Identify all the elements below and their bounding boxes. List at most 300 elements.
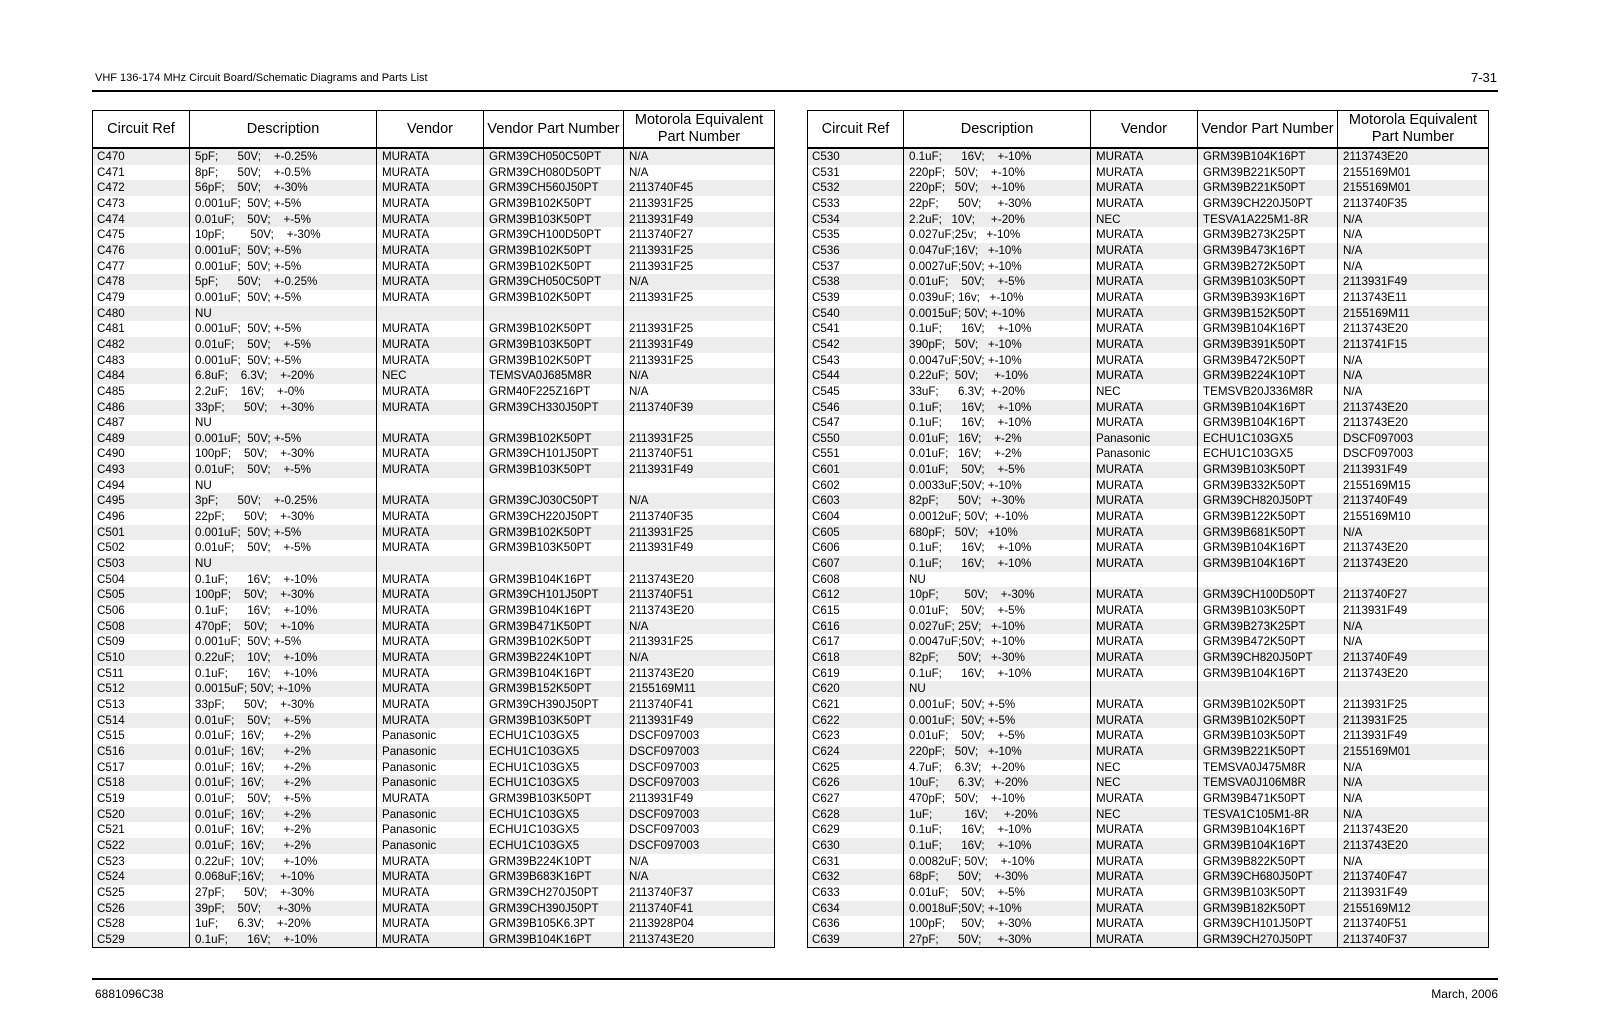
cell-vendor-part-number: GRM39CH101J50PT — [484, 446, 624, 462]
cell-description: 33pF; 50V; +-30% — [190, 400, 377, 416]
cell-vendor-part-number: GRM39B471K50PT — [484, 619, 624, 635]
cell-vendor-part-number: GRM39B332K50PT — [1198, 478, 1338, 494]
cell-motorola-part-number — [624, 415, 775, 431]
cell-motorola-part-number: 2113931F49 — [1338, 274, 1489, 290]
cell-vendor: MURATA — [377, 854, 484, 870]
cell-description: 0.01uF; 16V; +-2% — [190, 728, 377, 744]
table-row — [93, 775, 775, 791]
cell-vendor-part-number: GRM39B822K50PT — [1198, 854, 1338, 870]
cell-vendor: MURATA — [377, 885, 484, 901]
cell-motorola-part-number — [624, 478, 775, 494]
cell-description: 0.1uF; 16V; +-10% — [904, 415, 1091, 431]
table-row — [93, 603, 775, 619]
cell-motorola-part-number: 2113743E20 — [1338, 838, 1489, 854]
cell-vendor-part-number: GRM39B102K50PT — [484, 290, 624, 306]
cell-description: 0.1uF; 16V; +-10% — [904, 400, 1091, 416]
cell-motorola-part-number: 2113931F25 — [624, 431, 775, 447]
cell-vendor: MURATA — [1091, 259, 1198, 275]
cell-description: 0.1uF; 16V; +-10% — [904, 556, 1091, 572]
cell-circuit-ref: C616 — [808, 619, 904, 635]
cell-circuit-ref: C543 — [808, 353, 904, 369]
cell-circuit-ref: C629 — [808, 822, 904, 838]
table-header-row — [808, 111, 1489, 149]
table-row — [808, 901, 1489, 917]
cell-vendor: MURATA — [377, 901, 484, 917]
cell-motorola-part-number: 2113743E20 — [624, 572, 775, 588]
cell-circuit-ref: C620 — [808, 681, 904, 697]
cell-vendor: MURATA — [1091, 353, 1198, 369]
cell-vendor-part-number: GRM39B104K16PT — [1198, 822, 1338, 838]
cell-motorola-part-number: 2113740F45 — [624, 180, 775, 196]
table-row — [808, 666, 1489, 682]
cell-description: 27pF; 50V; +-30% — [904, 932, 1091, 948]
cell-circuit-ref: C608 — [808, 572, 904, 588]
table-row — [93, 540, 775, 556]
table-row — [808, 525, 1489, 541]
cell-circuit-ref: C633 — [808, 885, 904, 901]
cell-vendor: MURATA — [377, 400, 484, 416]
cell-circuit-ref: C537 — [808, 259, 904, 275]
cell-motorola-part-number: N/A — [1338, 634, 1489, 650]
cell-description: 22pF; 50V; +-30% — [190, 509, 377, 525]
cell-description: 0.001uF; 50V; +-5% — [190, 196, 377, 212]
cell-motorola-part-number: DSCF097003 — [624, 744, 775, 760]
cell-circuit-ref: C518 — [93, 775, 190, 791]
table-row — [93, 916, 775, 932]
cell-circuit-ref: C622 — [808, 713, 904, 729]
cell-description: 10pF; 50V; +-30% — [904, 587, 1091, 603]
cell-circuit-ref: C624 — [808, 744, 904, 760]
cell-description: 0.01uF; 16V; +-2% — [190, 760, 377, 776]
cell-circuit-ref: C493 — [93, 462, 190, 478]
table-row — [93, 697, 775, 713]
cell-motorola-part-number: 2155169M10 — [1338, 509, 1489, 525]
cell-vendor-part-number: GRM39B273K25PT — [1198, 619, 1338, 635]
cell-circuit-ref: C517 — [93, 760, 190, 776]
cell-description: 0.1uF; 16V; +-10% — [904, 321, 1091, 337]
cell-motorola-part-number: 2113740F35 — [1338, 196, 1489, 212]
cell-vendor-part-number: TESVA1A225M1-8R — [1198, 212, 1338, 228]
table-row — [808, 478, 1489, 494]
table-row — [93, 525, 775, 541]
cell-circuit-ref: C534 — [808, 212, 904, 228]
page-header-title: VHF 136-174 MHz Circuit Board/Schematic Diagrams and Parts List — [95, 72, 428, 84]
table-row — [808, 212, 1489, 228]
cell-vendor: Panasonic — [377, 838, 484, 854]
cell-motorola-part-number: 2155169M01 — [1338, 744, 1489, 760]
column-header-vendor-part-number: Vendor Part Number — [484, 111, 624, 149]
cell-circuit-ref: C474 — [93, 212, 190, 228]
cell-description: 0.0015uF; 50V; +-10% — [190, 681, 377, 697]
cell-vendor: Panasonic — [1091, 446, 1198, 462]
cell-circuit-ref: C632 — [808, 869, 904, 885]
cell-vendor-part-number: GRM39B152K50PT — [484, 681, 624, 697]
cell-circuit-ref: C601 — [808, 462, 904, 478]
cell-vendor: MURATA — [1091, 822, 1198, 838]
cell-circuit-ref: C538 — [808, 274, 904, 290]
cell-vendor-part-number: GRM39B104K16PT — [484, 572, 624, 588]
table-row — [808, 400, 1489, 416]
cell-motorola-part-number: 2113743E20 — [624, 932, 775, 948]
cell-motorola-part-number: 2113741F15 — [1338, 337, 1489, 353]
cell-circuit-ref: C522 — [93, 838, 190, 854]
cell-vendor: Panasonic — [377, 775, 484, 791]
cell-vendor-part-number: GRM39B102K50PT — [484, 431, 624, 447]
cell-description: 0.01uF; 16V; +-2% — [190, 838, 377, 854]
cell-vendor-part-number: GRM39B471K50PT — [1198, 791, 1338, 807]
cell-circuit-ref: C618 — [808, 650, 904, 666]
cell-vendor: MURATA — [377, 290, 484, 306]
cell-motorola-part-number: 2113743E20 — [1338, 822, 1489, 838]
cell-motorola-part-number: 2113931F49 — [1338, 728, 1489, 744]
cell-circuit-ref: C476 — [93, 243, 190, 259]
cell-vendor — [377, 415, 484, 431]
cell-circuit-ref: C551 — [808, 446, 904, 462]
cell-vendor-part-number: GRM39B104K16PT — [1198, 556, 1338, 572]
cell-vendor-part-number: GRM39CH270J50PT — [1198, 932, 1338, 948]
cell-vendor-part-number: GRM39CH101J50PT — [1198, 916, 1338, 932]
cell-vendor: MURATA — [1091, 540, 1198, 556]
table-row — [93, 353, 775, 369]
table-row — [808, 744, 1489, 760]
cell-motorola-part-number: 2113931F49 — [1338, 603, 1489, 619]
table-row — [808, 603, 1489, 619]
cell-vendor-part-number: TEMSVA0J475M8R — [1198, 760, 1338, 776]
cell-vendor-part-number: GRM39B103K50PT — [1198, 274, 1338, 290]
cell-motorola-part-number: N/A — [1338, 384, 1489, 400]
cell-vendor-part-number: GRM39CH100D50PT — [484, 227, 624, 243]
cell-circuit-ref: C504 — [93, 572, 190, 588]
cell-motorola-part-number: 2113931F49 — [624, 713, 775, 729]
cell-vendor: MURATA — [1091, 556, 1198, 572]
cell-description: 0.1uF; 16V; +-10% — [190, 666, 377, 682]
cell-motorola-part-number: N/A — [1338, 791, 1489, 807]
cell-description: 0.22uF; 50V; +-10% — [904, 368, 1091, 384]
cell-vendor: MURATA — [377, 493, 484, 509]
cell-vendor-part-number: GRM39B391K50PT — [1198, 337, 1338, 353]
cell-description: 0.01uF; 50V; +-5% — [190, 540, 377, 556]
cell-motorola-part-number: 2155169M15 — [1338, 478, 1489, 494]
cell-vendor-part-number: ECHU1C103GX5 — [484, 822, 624, 838]
cell-circuit-ref: C628 — [808, 807, 904, 823]
cell-circuit-ref: C529 — [93, 932, 190, 948]
cell-motorola-part-number: 2113931F49 — [624, 337, 775, 353]
cell-motorola-part-number: 2113740F51 — [624, 446, 775, 462]
table-row — [808, 775, 1489, 791]
table-row — [93, 431, 775, 447]
cell-description: 68pF; 50V; +-30% — [904, 869, 1091, 885]
cell-vendor: MURATA — [1091, 916, 1198, 932]
cell-vendor: MURATA — [1091, 415, 1198, 431]
cell-vendor-part-number: ECHU1C103GX5 — [1198, 431, 1338, 447]
cell-motorola-part-number: N/A — [624, 165, 775, 181]
table-row — [808, 540, 1489, 556]
cell-description: 0.0047uF;50V; +-10% — [904, 634, 1091, 650]
cell-motorola-part-number: N/A — [1338, 227, 1489, 243]
table-row — [93, 869, 775, 885]
table-row — [808, 384, 1489, 400]
cell-vendor-part-number: GRM39CH820J50PT — [1198, 493, 1338, 509]
cell-vendor: MURATA — [1091, 728, 1198, 744]
cell-circuit-ref: C604 — [808, 509, 904, 525]
cell-vendor: MURATA — [1091, 509, 1198, 525]
table-row — [808, 196, 1489, 212]
table-row — [93, 807, 775, 823]
table-header-row — [93, 111, 775, 149]
cell-motorola-part-number: N/A — [1338, 619, 1489, 635]
cell-circuit-ref: C634 — [808, 901, 904, 917]
cell-description: 0.039uF; 16v; +-10% — [904, 290, 1091, 306]
cell-vendor: MURATA — [1091, 650, 1198, 666]
cell-circuit-ref: C511 — [93, 666, 190, 682]
cell-description: 0.027uF;25v; +-10% — [904, 227, 1091, 243]
cell-motorola-part-number: N/A — [624, 869, 775, 885]
cell-circuit-ref: C532 — [808, 180, 904, 196]
table-row — [808, 728, 1489, 744]
cell-vendor-part-number: GRM39B393K16PT — [1198, 290, 1338, 306]
table-row — [808, 165, 1489, 181]
cell-circuit-ref: C627 — [808, 791, 904, 807]
cell-vendor: NEC — [377, 368, 484, 384]
cell-vendor: MURATA — [377, 462, 484, 478]
cell-vendor: MURATA — [377, 321, 484, 337]
table-row — [808, 446, 1489, 462]
page-number: 7-31 — [1470, 70, 1497, 85]
cell-motorola-part-number: N/A — [624, 384, 775, 400]
cell-vendor: MURATA — [1091, 337, 1198, 353]
cell-circuit-ref: C481 — [93, 321, 190, 337]
cell-description: 0.001uF; 50V; +-5% — [190, 243, 377, 259]
cell-description: 56pF; 50V; +-30% — [190, 180, 377, 196]
cell-vendor: MURATA — [1091, 180, 1198, 196]
cell-vendor: MURATA — [1091, 462, 1198, 478]
cell-description: 0.001uF; 50V; +-5% — [190, 431, 377, 447]
cell-description: 10pF; 50V; +-30% — [190, 227, 377, 243]
cell-motorola-part-number: 2155169M11 — [1338, 306, 1489, 322]
cell-description: 0.01uF; 50V; +-5% — [904, 274, 1091, 290]
cell-description: NU — [190, 478, 377, 494]
cell-circuit-ref: C482 — [93, 337, 190, 353]
cell-motorola-part-number: 2113931F25 — [624, 290, 775, 306]
cell-circuit-ref: C519 — [93, 791, 190, 807]
cell-motorola-part-number: 2113931F25 — [624, 321, 775, 337]
cell-circuit-ref: C603 — [808, 493, 904, 509]
cell-description: 5pF; 50V; +-0.25% — [190, 274, 377, 290]
cell-circuit-ref: C623 — [808, 728, 904, 744]
cell-circuit-ref: C475 — [93, 227, 190, 243]
cell-vendor: MURATA — [1091, 619, 1198, 635]
cell-vendor-part-number: GRM39B473K16PT — [1198, 243, 1338, 259]
cell-description: 0.027uF; 25V; +-10% — [904, 619, 1091, 635]
cell-motorola-part-number: N/A — [1338, 854, 1489, 870]
cell-vendor-part-number: GRM39CH220J50PT — [1198, 196, 1338, 212]
cell-vendor: MURATA — [377, 916, 484, 932]
cell-circuit-ref: C544 — [808, 368, 904, 384]
table-row — [93, 619, 775, 635]
cell-vendor-part-number: GRM39CH050C50PT — [484, 274, 624, 290]
cell-vendor: MURATA — [1091, 243, 1198, 259]
cell-vendor: NEC — [1091, 807, 1198, 823]
cell-circuit-ref: C496 — [93, 509, 190, 525]
cell-circuit-ref: C470 — [93, 148, 190, 165]
table-row — [93, 462, 775, 478]
cell-vendor: Panasonic — [377, 807, 484, 823]
cell-vendor-part-number: GRM39B224K10PT — [484, 650, 624, 666]
cell-motorola-part-number: DSCF097003 — [624, 838, 775, 854]
parts-table-right — [807, 110, 1489, 948]
cell-circuit-ref: C486 — [93, 400, 190, 416]
cell-circuit-ref: C505 — [93, 587, 190, 603]
parts-table-left — [92, 110, 775, 948]
column-header-description: Description — [904, 111, 1091, 149]
cell-description: 0.01uF; 16V; +-2% — [904, 431, 1091, 447]
cell-vendor: Panasonic — [377, 760, 484, 776]
cell-description: 3pF; 50V; +-0.25% — [190, 493, 377, 509]
cell-vendor: MURATA — [1091, 274, 1198, 290]
cell-circuit-ref: C520 — [93, 807, 190, 823]
cell-vendor-part-number: TEMSVB20J336M8R — [1198, 384, 1338, 400]
cell-motorola-part-number: 2113743E20 — [624, 666, 775, 682]
cell-description: 100pF; 50V; +-30% — [904, 916, 1091, 932]
cell-motorola-part-number: N/A — [624, 854, 775, 870]
cell-vendor-part-number: GRM39CH330J50PT — [484, 400, 624, 416]
column-header-motorola-part-number: Motorola Equivalent Part Number — [1338, 111, 1489, 149]
cell-description: 1uF; 16V; +-20% — [904, 807, 1091, 823]
cell-vendor-part-number: GRM39B102K50PT — [484, 259, 624, 275]
cell-circuit-ref: C513 — [93, 697, 190, 713]
cell-description: 0.001uF; 50V; +-5% — [190, 259, 377, 275]
cell-description: 1uF; 6.3V; +-20% — [190, 916, 377, 932]
cell-circuit-ref: C524 — [93, 869, 190, 885]
table-row — [93, 509, 775, 525]
cell-vendor-part-number — [484, 415, 624, 431]
cell-circuit-ref: C630 — [808, 838, 904, 854]
cell-circuit-ref: C487 — [93, 415, 190, 431]
cell-motorola-part-number: 2113931F49 — [624, 462, 775, 478]
cell-vendor-part-number: GRM39CH270J50PT — [484, 885, 624, 901]
cell-motorola-part-number: 2113740F37 — [624, 885, 775, 901]
cell-description: 0.001uF; 50V; +-5% — [190, 634, 377, 650]
cell-vendor-part-number: GRM39B104K16PT — [484, 932, 624, 948]
cell-circuit-ref: C550 — [808, 431, 904, 447]
table-row — [93, 337, 775, 353]
cell-vendor: MURATA — [1091, 744, 1198, 760]
table-row — [93, 306, 775, 322]
cell-description: 2.2uF; 16V; +-0% — [190, 384, 377, 400]
table-row — [93, 838, 775, 854]
cell-circuit-ref: C631 — [808, 854, 904, 870]
cell-circuit-ref: C494 — [93, 478, 190, 494]
table-row — [808, 431, 1489, 447]
cell-vendor-part-number: GRM39B104K16PT — [484, 666, 624, 682]
table-row — [808, 681, 1489, 697]
cell-vendor-part-number: GRM39B103K50PT — [1198, 462, 1338, 478]
cell-vendor-part-number: GRM39CH080D50PT — [484, 165, 624, 181]
cell-motorola-part-number: N/A — [1338, 760, 1489, 776]
cell-vendor-part-number: GRM39B102K50PT — [1198, 713, 1338, 729]
cell-vendor: MURATA — [1091, 603, 1198, 619]
table-row — [808, 274, 1489, 290]
cell-motorola-part-number: 2113740F49 — [1338, 493, 1489, 509]
column-header-vendor: Vendor — [377, 111, 484, 149]
cell-motorola-part-number: 2113740F27 — [624, 227, 775, 243]
cell-vendor-part-number: TESVA1C105M1-8R — [1198, 807, 1338, 823]
table-row — [93, 321, 775, 337]
table-row — [808, 885, 1489, 901]
cell-circuit-ref: C473 — [93, 196, 190, 212]
cell-motorola-part-number: 2113931F25 — [624, 243, 775, 259]
cell-vendor: Panasonic — [1091, 431, 1198, 447]
cell-motorola-part-number: 2113931F25 — [624, 525, 775, 541]
cell-motorola-part-number: N/A — [624, 493, 775, 509]
cell-circuit-ref: C510 — [93, 650, 190, 666]
cell-motorola-part-number: 2113931F25 — [1338, 697, 1489, 713]
cell-vendor-part-number: ECHU1C103GX5 — [1198, 446, 1338, 462]
cell-vendor-part-number: GRM39B102K50PT — [484, 353, 624, 369]
cell-vendor-part-number: GRM39B272K50PT — [1198, 259, 1338, 275]
cell-motorola-part-number — [1338, 572, 1489, 588]
cell-vendor-part-number: GRM39B104K16PT — [1198, 321, 1338, 337]
cell-circuit-ref: C525 — [93, 885, 190, 901]
table-row — [93, 854, 775, 870]
cell-motorola-part-number: 2113743E20 — [1338, 666, 1489, 682]
cell-motorola-part-number: 2113743E20 — [1338, 148, 1489, 165]
cell-circuit-ref: C477 — [93, 259, 190, 275]
cell-circuit-ref: C541 — [808, 321, 904, 337]
cell-motorola-part-number: 2113740F41 — [624, 697, 775, 713]
cell-vendor-part-number: GRM39B182K50PT — [1198, 901, 1338, 917]
cell-vendor: MURATA — [377, 869, 484, 885]
cell-vendor: MURATA — [377, 619, 484, 635]
table-row — [93, 196, 775, 212]
cell-vendor-part-number: GRM39B104K16PT — [1198, 415, 1338, 431]
cell-description: 0.01uF; 50V; +-5% — [190, 713, 377, 729]
table-row — [808, 368, 1489, 384]
cell-vendor: MURATA — [377, 353, 484, 369]
cell-description: 0.01uF; 16V; +-2% — [190, 775, 377, 791]
table-row — [808, 493, 1489, 509]
cell-vendor: MURATA — [377, 713, 484, 729]
cell-vendor: MURATA — [377, 650, 484, 666]
cell-circuit-ref: C621 — [808, 697, 904, 713]
cell-vendor: MURATA — [377, 540, 484, 556]
cell-description: 8pF; 50V; +-0.5% — [190, 165, 377, 181]
cell-circuit-ref: C514 — [93, 713, 190, 729]
cell-motorola-part-number: 2113740F35 — [624, 509, 775, 525]
cell-vendor-part-number: GRM39CH680J50PT — [1198, 869, 1338, 885]
cell-circuit-ref: C503 — [93, 556, 190, 572]
cell-vendor: MURATA — [377, 337, 484, 353]
cell-circuit-ref: C508 — [93, 619, 190, 635]
document-number: 6881096C38 — [95, 987, 164, 1001]
table-row — [93, 290, 775, 306]
cell-vendor: MURATA — [377, 509, 484, 525]
cell-description: 220pF; 50V; +-10% — [904, 180, 1091, 196]
cell-vendor-part-number: GRM39CH220J50PT — [484, 509, 624, 525]
table-row — [808, 619, 1489, 635]
cell-description: 100pF; 50V; +-30% — [190, 446, 377, 462]
cell-description: 0.22uF; 10V; +-10% — [190, 650, 377, 666]
table-row — [93, 243, 775, 259]
cell-circuit-ref: C479 — [93, 290, 190, 306]
cell-vendor-part-number: GRM39B122K50PT — [1198, 509, 1338, 525]
cell-motorola-part-number: 2113740F51 — [1338, 916, 1489, 932]
table-row — [808, 321, 1489, 337]
cell-motorola-part-number: DSCF097003 — [624, 728, 775, 744]
cell-description: 220pF; 50V; +-10% — [904, 165, 1091, 181]
cell-circuit-ref: C489 — [93, 431, 190, 447]
cell-description: NU — [190, 415, 377, 431]
